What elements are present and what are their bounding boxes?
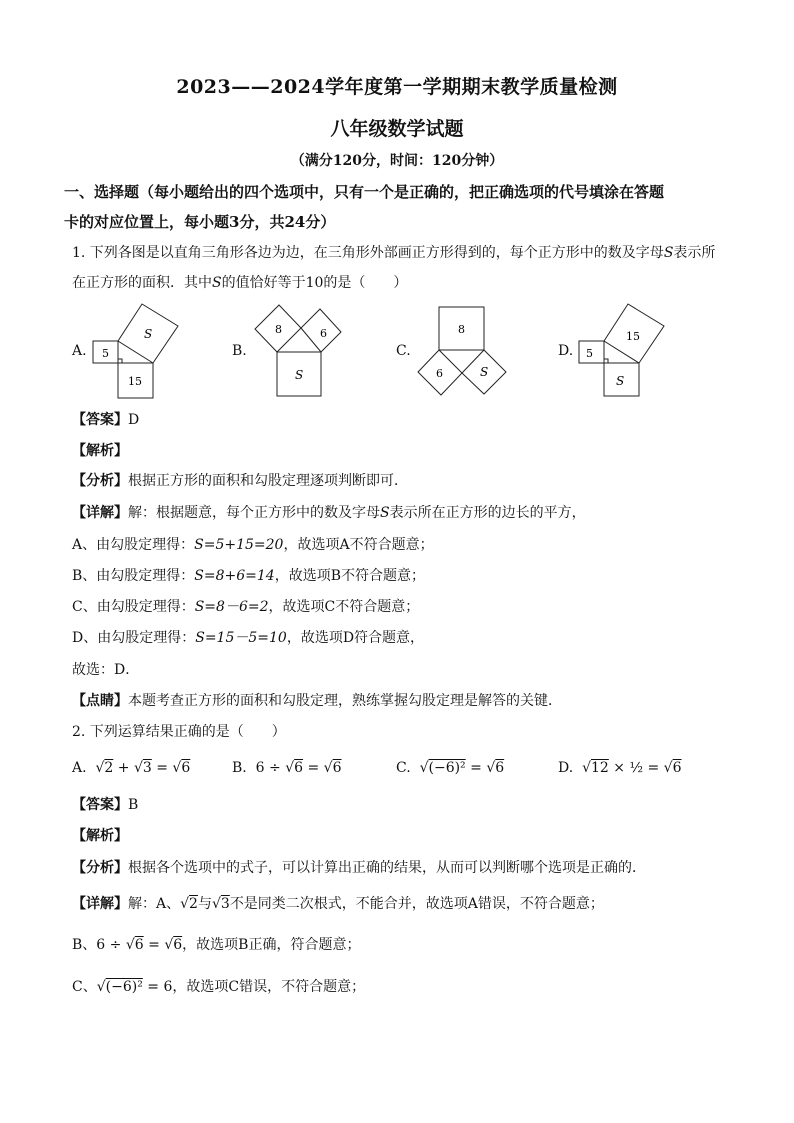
b-sq3-label: S <box>295 368 304 382</box>
q1-step-d-math: S=15－5=10 <box>195 630 287 646</box>
q2-fenxi-tag: 【分析】 <box>72 860 128 876</box>
q1-step-c-tail: ，故选项C不符合题意； <box>268 599 420 615</box>
q2-detail-mid: 与 <box>197 896 212 912</box>
q2-line-b-text: B、 <box>72 937 97 953</box>
q1-detail-tag: 【详解】 <box>72 505 128 521</box>
q1-step-c-text: C、由勾股定理得： <box>72 599 195 615</box>
q1-stem-var2: S <box>212 275 222 291</box>
section1-heading-line2: 卡的对应位置上，每小题3分，共24分） <box>64 213 336 231</box>
q1-step-c <box>72 597 732 617</box>
q1-step-b <box>72 566 732 586</box>
d-sq3-label: S <box>616 374 625 388</box>
q1-stem-var: S <box>663 245 674 261</box>
a-sq1-label: 5 <box>102 347 109 360</box>
q1-fenxi-tag: 【分析】 <box>72 473 128 489</box>
q1-dianjing <box>72 691 732 711</box>
q2-option-a <box>72 760 190 776</box>
q2-option-b-expr: 6 ÷ √6 = √6 <box>251 760 342 776</box>
q1-step-a-tail: ，故选项A不符合题意； <box>283 537 434 553</box>
q2-line-c-expr: √(−6)² = 6 <box>96 979 173 995</box>
q1-dianjing-text: 本题考查正方形的面积和勾股定理，熟练掌握勾股定理是解答的关键． <box>128 693 562 709</box>
q1-analysis-tag: 【解析】 <box>72 443 128 459</box>
q1-step-d-tail: ，故选项D符合题意， <box>286 630 425 646</box>
q2-option-b-label: B. <box>232 760 247 776</box>
b-sq2-label: 6 <box>320 327 327 340</box>
q2-answer-tag: 【答案】 <box>72 797 128 813</box>
q1-detail-text-b: 表示所在正方形的边长的平方， <box>389 505 586 521</box>
q2-detail-sqrt2: √2 <box>180 896 198 912</box>
section1-heading-line1: 一、选择题（每小题给出的四个选项中，只有一个是正确的，把正确选项的代号填涂在答题 <box>64 183 665 201</box>
q1-step-b-tail: ，故选项B不符合题意； <box>274 568 426 584</box>
q1-detail <box>72 503 732 523</box>
q1-option-c-figure <box>414 300 518 402</box>
q1-fenxi <box>72 471 732 491</box>
q2-line-b-tail: ，故选项B正确，符合题意； <box>182 937 361 953</box>
c-sq2-label: 6 <box>436 367 443 380</box>
q2-detail-sqrt3: √3 <box>211 896 230 912</box>
q1-dianjing-tag: 【点睛】 <box>72 693 128 709</box>
q1-step-b-math: S=8+6=14 <box>194 568 275 584</box>
q2-option-c <box>396 760 504 776</box>
q2-option-d-expr: √12 × ½ = √6 <box>577 760 682 776</box>
q1-stem-line2 <box>72 273 732 293</box>
q2-line-c <box>72 977 732 997</box>
q1-step-d <box>72 628 732 648</box>
q1-option-a-figure <box>88 300 188 402</box>
q1-step-c-math: S=8－6=2 <box>194 599 269 615</box>
q1-step-a-text: A、由勾股定理得： <box>72 537 195 553</box>
q1-step-a <box>72 535 732 555</box>
q1-step-b-text: B、由勾股定理得： <box>72 568 195 584</box>
q1-answer-tag: 【答案】 <box>72 412 128 428</box>
q2-line-b <box>72 935 732 955</box>
exam-info: （满分120分，时间：120分钟） <box>290 153 504 169</box>
c-sq1-label: 8 <box>458 323 465 336</box>
q1-stem-text2b: 的值恰好等于10的是（ ） <box>221 275 408 291</box>
q1-choose: 故选：D． <box>72 662 140 678</box>
q2-detail-tag: 【详解】 <box>72 896 128 912</box>
c-sq3-label: S <box>480 365 489 379</box>
exam-subtitle: 八年级数学试题 <box>330 118 464 140</box>
q2-option-b <box>232 760 342 776</box>
q2-line-c-text: C、 <box>72 979 97 995</box>
q1-option-c-label: C. <box>396 343 411 359</box>
a-sq3-label: 15 <box>128 375 142 388</box>
q2-option-a-label: A. <box>72 760 87 776</box>
q1-option-a-label: A. <box>72 343 87 359</box>
q1-answer-value: D <box>128 412 140 428</box>
q1-stem-text: 1. 下列各图是以直角三角形各边为边，在三角形外部画正方形得到的，每个正方形中的数及字母 <box>72 245 664 261</box>
q2-line-b-expr: 6 ÷ √6 = √6 <box>96 937 183 953</box>
q2-option-c-expr: √(−6)² = √6 <box>415 760 505 776</box>
q1-detail-text-a: 解：根据题意，每个正方形中的数及字母 <box>128 505 380 521</box>
b-sq1-label: 8 <box>275 323 282 336</box>
d-sq1-label: 5 <box>586 347 593 360</box>
q2-option-c-label: C. <box>396 760 411 776</box>
a-sq2-label: S <box>144 327 153 341</box>
q1-option-b-figure <box>250 300 350 402</box>
q2-answer <box>72 795 732 815</box>
q2-stem: 2. 下列运算结果正确的是（ ） <box>72 724 286 740</box>
q2-fenxi <box>72 858 732 878</box>
q2-fenxi-text: 根据各个选项中的式子，可以计算出正确的结果，从而可以判断哪个选项是正确的． <box>128 860 646 876</box>
q1-step-a-math: S=5+15=20 <box>194 537 284 553</box>
q2-option-d-label: D. <box>558 760 574 776</box>
q2-answer-value: B <box>128 797 139 813</box>
q1-option-d-label: D. <box>558 343 574 359</box>
q1-option-d-figure <box>574 300 674 402</box>
d-sq2-label: 15 <box>626 330 640 343</box>
q2-option-a-expr: √2 + √3 = √6 <box>91 760 191 776</box>
q2-line-c-tail: ，故选项C错误，不符合题意； <box>172 979 366 995</box>
q2-option-d <box>558 760 682 776</box>
q2-analysis-tag: 【解析】 <box>72 828 128 844</box>
q1-stem-tail: 表示所 <box>673 245 716 261</box>
q1-option-b-label: B. <box>232 343 247 359</box>
q1-stem-text2a: 在正方形的面积．其中 <box>72 275 212 291</box>
q2-detail-text-b: 不是同类二次根式，不能合并，故选项A错误，不符合题意； <box>229 896 604 912</box>
q2-detail-text-a: 解：A、 <box>128 896 181 912</box>
q2-detail <box>72 894 732 914</box>
q1-answer <box>72 410 732 430</box>
q1-stem-line1 <box>72 243 732 263</box>
q1-detail-var: S <box>380 505 390 521</box>
exam-title: 2023——2024学年度第一学期期末教学质量检测 <box>176 76 618 98</box>
q1-fenxi-text: 根据正方形的面积和勾股定理逐项判断即可． <box>128 473 408 489</box>
q1-step-d-text: D、由勾股定理得： <box>72 630 196 646</box>
